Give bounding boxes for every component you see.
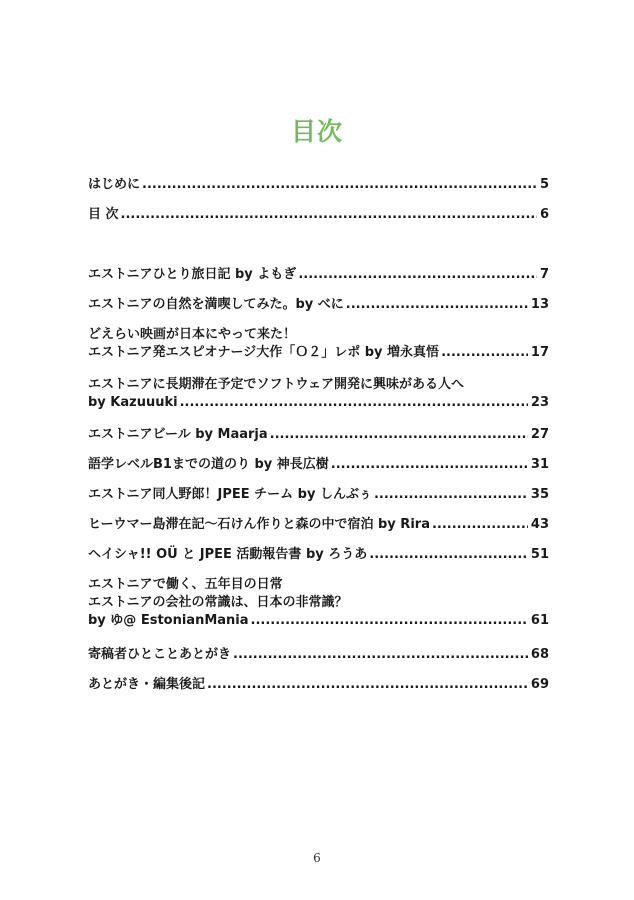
toc-entry-row bbox=[88, 394, 549, 412]
toc-entry-row bbox=[88, 296, 549, 314]
toc-entry-page-number: 68 bbox=[530, 647, 549, 662]
toc-entry-title: はじめに bbox=[88, 177, 141, 192]
toc-entry-title: エストニアひとり旅日記 by よもぎ bbox=[88, 267, 297, 282]
dot-leader bbox=[233, 646, 528, 664]
dot-leader bbox=[374, 486, 528, 504]
toc-entry[interactable] bbox=[88, 176, 549, 194]
toc-entry-title: エストニア同人野郎！JPEE チーム by しんぶぅ bbox=[88, 487, 372, 502]
page-number: 6 bbox=[313, 851, 321, 865]
toc-entry-page-number: 61 bbox=[530, 613, 549, 628]
dot-leader bbox=[346, 296, 528, 314]
toc-entry[interactable] bbox=[88, 646, 549, 664]
toc-entry-title-line: エストニアに長期滞在予定でソフトウェア開発に興味がある人へ bbox=[88, 377, 464, 392]
toc-entry-row bbox=[88, 486, 549, 504]
toc-entry-title: エストニア発エスピオナージ大作「Ｏ２」レポ by 増永真悟 bbox=[88, 345, 440, 360]
toc-entry-page-number: 35 bbox=[530, 487, 549, 502]
toc-entry[interactable] bbox=[88, 486, 549, 504]
dot-leader bbox=[270, 426, 528, 444]
toc-entry-row bbox=[88, 612, 549, 630]
toc-entry-title: エストニアビール by Maarja bbox=[88, 427, 268, 442]
toc-entry-page-number: 13 bbox=[530, 297, 549, 312]
toc-entry[interactable] bbox=[88, 426, 549, 444]
dot-leader bbox=[251, 612, 528, 630]
toc-entry-row bbox=[88, 344, 549, 362]
toc-entry-page-number: 17 bbox=[530, 345, 549, 360]
toc-entry-page-number: 5 bbox=[539, 177, 549, 192]
page-title: 目次 bbox=[290, 117, 343, 146]
toc-entry-page-number: 6 bbox=[539, 207, 549, 222]
toc-entry-page-number: 27 bbox=[530, 427, 549, 442]
toc-entry-title: ヒーウマー島滞在記～石けん作りと森の中で宿泊 by Rira bbox=[88, 517, 430, 532]
toc-entry[interactable] bbox=[88, 676, 549, 694]
toc-entry[interactable] bbox=[88, 206, 549, 224]
toc-entry[interactable] bbox=[88, 576, 549, 630]
toc-entry-page-number: 23 bbox=[530, 395, 549, 410]
dot-leader bbox=[180, 394, 528, 412]
toc-entry-title: 目 次 bbox=[88, 207, 119, 222]
toc-entry-row bbox=[88, 206, 549, 224]
toc-entry[interactable] bbox=[88, 326, 549, 362]
toc-entry-title-line: エストニアの会社の常識は、日本の非常識？ bbox=[88, 595, 348, 610]
dot-leader bbox=[121, 206, 537, 224]
toc-entry-title: by ゆ@ EstonianMania bbox=[88, 613, 249, 628]
toc-entry-title: あとがき・編集後記 bbox=[88, 677, 206, 692]
toc-entry-title-line: どえらい映画が日本にやって来た！ bbox=[88, 327, 297, 342]
toc-entry-row bbox=[88, 426, 549, 444]
toc-entry-row bbox=[88, 646, 549, 664]
toc-entry-title: エストニアの自然を満喫してみた。by べに bbox=[88, 297, 344, 312]
toc-entry[interactable] bbox=[88, 546, 549, 564]
toc-entry-row bbox=[88, 676, 549, 694]
dot-leader bbox=[432, 516, 528, 534]
toc-entry-page-number: 7 bbox=[539, 267, 549, 282]
toc-entry-row bbox=[88, 546, 549, 564]
toc-entry[interactable] bbox=[88, 456, 549, 474]
toc-entry-page-number: 43 bbox=[530, 517, 549, 532]
dot-leader bbox=[298, 266, 537, 284]
toc-entry-title: 語学レベルB1までの道のり by 神長広樹 bbox=[88, 457, 329, 472]
toc-entry-title-line: エストニアで働く、五年目の日常 bbox=[88, 577, 283, 592]
toc-entry-title: by Kazuuuki bbox=[88, 395, 178, 410]
toc-entry-page-number: 69 bbox=[530, 677, 549, 692]
toc-entry[interactable] bbox=[88, 296, 549, 314]
dot-leader bbox=[441, 344, 528, 362]
dot-leader bbox=[207, 676, 528, 694]
toc-entry[interactable] bbox=[88, 266, 549, 284]
toc-entry[interactable] bbox=[88, 376, 549, 412]
toc-entry-row bbox=[88, 456, 549, 474]
dot-leader bbox=[142, 176, 537, 194]
dot-leader bbox=[369, 546, 528, 564]
toc-entry-page-number: 51 bbox=[530, 547, 549, 562]
toc-entry-title: 寄稿者ひとことあとがき bbox=[88, 647, 232, 662]
toc-entry-page-number: 31 bbox=[530, 457, 549, 472]
toc-entry-row bbox=[88, 516, 549, 534]
toc-entry[interactable] bbox=[88, 516, 549, 534]
toc-entry-row bbox=[88, 176, 549, 194]
toc-entry-title: ヘイシャ!! OÜ と JPEE 活動報告書 by ろうあ bbox=[88, 547, 368, 562]
dot-leader bbox=[331, 456, 528, 474]
toc-entry-row bbox=[88, 266, 549, 284]
